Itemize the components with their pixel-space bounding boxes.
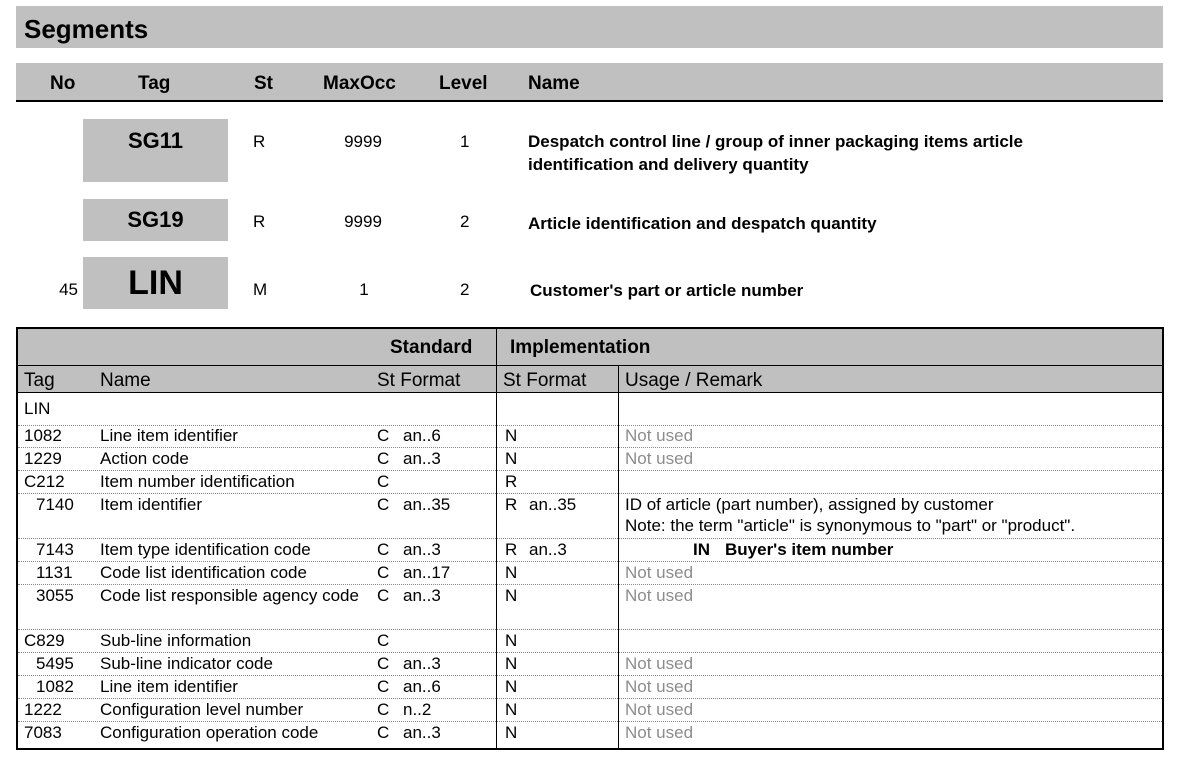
header-name: Name: [528, 73, 580, 94]
table-row: [18, 699, 1162, 722]
row-name: Sub-line information: [100, 631, 252, 650]
segment-no: 45: [59, 280, 78, 299]
col-usage-remark: Usage / Remark: [625, 370, 763, 391]
page-title: Segments: [24, 14, 149, 44]
row-impl-status: R: [505, 495, 518, 514]
segment-header: [16, 63, 1163, 102]
table-row: [18, 630, 1162, 653]
header-level: Level: [439, 73, 488, 94]
row-impl-status: N: [505, 563, 518, 582]
segments-title-bar: [16, 6, 1163, 48]
row-code-value: IN: [693, 540, 710, 559]
row-impl-status: N: [505, 677, 518, 696]
row-impl-status: N: [505, 723, 518, 742]
row-standard-format: an..3: [403, 723, 441, 742]
row-tag: 1082: [36, 677, 74, 696]
row-tag: 5495: [36, 654, 74, 673]
row-standard-format: an..17: [403, 563, 451, 582]
row-tag: 7143: [36, 540, 74, 559]
segment-status: M: [253, 280, 268, 299]
segment-status: R: [253, 212, 266, 231]
table-row: [18, 425, 1162, 448]
segment-row-sg11: [0, 119, 1179, 182]
row-standard-status: C: [377, 563, 390, 582]
row-standard-status: C: [377, 495, 390, 514]
group-standard: Standard: [390, 337, 473, 358]
row-standard-format: an..3: [403, 540, 441, 559]
segment-maxocc: 9999: [344, 212, 382, 231]
segment-maxocc: 9999: [344, 132, 382, 151]
row-standard-status: C: [377, 449, 390, 468]
table-row: [18, 722, 1162, 746]
row-tag: 3055: [36, 586, 74, 605]
row-tag: 1229: [24, 449, 62, 468]
row-impl-status: N: [505, 631, 518, 650]
segment-maxocc: 1: [359, 280, 369, 299]
row-name: Code list responsible agency code: [100, 586, 359, 605]
row-standard-status: C: [377, 677, 390, 696]
segment-tag-box: LIN: [83, 257, 228, 309]
row-standard-status: C: [377, 472, 390, 491]
row-standard-status: C: [377, 654, 390, 673]
segment-name: Customer's part or article number: [530, 281, 804, 300]
segment-row-lin: [0, 257, 1179, 309]
table-row: [18, 676, 1162, 699]
row-remark: Not used: [625, 677, 694, 696]
row-standard-format: n..2: [403, 700, 432, 719]
segment-row-sg19: [0, 199, 1179, 241]
segment-tag-box: SG19: [83, 199, 228, 241]
segment-name: Article identification and despatch quantity: [528, 214, 877, 233]
row-code-description: Buyer's item number: [725, 540, 894, 559]
header-no: No: [50, 73, 76, 94]
row-name: Configuration operation code: [100, 723, 319, 742]
table-row: [18, 562, 1162, 585]
row-standard-status: C: [377, 540, 390, 559]
table-row: [18, 539, 1162, 562]
row-standard-format: an..35: [403, 495, 451, 514]
row-remark-note: Note: the term "article" is synonymous to "part" or "product".: [625, 516, 1076, 535]
segment-level: 1: [460, 132, 470, 151]
row-remark: Not used: [625, 654, 694, 673]
row-standard-format: an..6: [403, 677, 441, 696]
row-tag: LIN: [24, 399, 51, 418]
row-impl-format: an..35: [529, 495, 577, 514]
row-standard-status: C: [377, 631, 390, 650]
row-name: Line item identifier: [100, 426, 238, 445]
table-row: [18, 585, 1162, 630]
row-name: Sub-line indicator code: [100, 654, 273, 673]
row-name: Line item identifier: [100, 677, 238, 696]
row-name: Code list identification code: [100, 563, 307, 582]
col-implementation-format: St Format: [503, 370, 587, 391]
row-standard-format: an..3: [403, 654, 441, 673]
segment-level: 2: [460, 212, 470, 231]
row-name: Configuration level number: [100, 700, 304, 719]
row-name: Action code: [100, 449, 189, 468]
row-remark: Not used: [625, 426, 694, 445]
row-impl-status: R: [505, 472, 518, 491]
row-standard-status: C: [377, 723, 390, 742]
row-impl-status: R: [505, 540, 518, 559]
table-row: [18, 448, 1162, 471]
col-name: Name: [100, 370, 151, 391]
row-remark: ID of article (part number), assigned by customer: [625, 495, 994, 514]
segment-level: 2: [460, 280, 470, 299]
row-remark: Not used: [625, 449, 694, 468]
header-st: St: [254, 73, 273, 94]
row-tag: C212: [24, 472, 65, 491]
row-remark: Not used: [625, 700, 694, 719]
row-name: Item number identification: [100, 472, 295, 491]
row-tag: 1082: [24, 426, 62, 445]
row-standard-format: an..3: [403, 449, 441, 468]
row-remark: Not used: [625, 723, 694, 742]
col-standard-format: St Format: [377, 370, 461, 391]
header-maxocc: MaxOcc: [323, 73, 396, 94]
header-tag: Tag: [138, 73, 171, 94]
row-standard-status: C: [377, 426, 390, 445]
row-impl-status: N: [505, 449, 518, 468]
row-impl-status: N: [505, 654, 518, 673]
row-standard-status: C: [377, 700, 390, 719]
row-tag: 7140: [36, 495, 74, 514]
table-row-segment: [18, 393, 1162, 426]
row-impl-format: an..3: [529, 540, 567, 559]
row-impl-status: N: [505, 586, 518, 605]
segment-name: Despatch control line / group of inner packaging items article identification and delivery quantity: [528, 132, 1023, 174]
element-table: [16, 327, 1164, 750]
col-tag: Tag: [24, 370, 55, 391]
header-divider: [18, 365, 1162, 366]
table-row: [18, 653, 1162, 676]
row-standard-format: an..6: [403, 426, 441, 445]
row-impl-status: N: [505, 700, 518, 719]
segment-status: R: [253, 132, 266, 151]
row-impl-status: N: [505, 426, 518, 445]
segment-tag-box: SG11: [83, 119, 228, 182]
row-remark: Not used: [625, 586, 694, 605]
row-standard-format: an..3: [403, 586, 441, 605]
row-remark: Not used: [625, 563, 694, 582]
row-tag: C829: [24, 631, 65, 650]
group-implementation: Implementation: [510, 337, 651, 358]
row-standard-status: C: [377, 586, 390, 605]
row-name: Item identifier: [100, 495, 203, 514]
table-row: [18, 494, 1162, 539]
table-row: [18, 471, 1162, 494]
row-tag: 1222: [24, 700, 62, 719]
row-tag: 1131: [36, 563, 73, 582]
row-tag: 7083: [24, 723, 62, 742]
row-name: Item type identification code: [100, 540, 311, 559]
